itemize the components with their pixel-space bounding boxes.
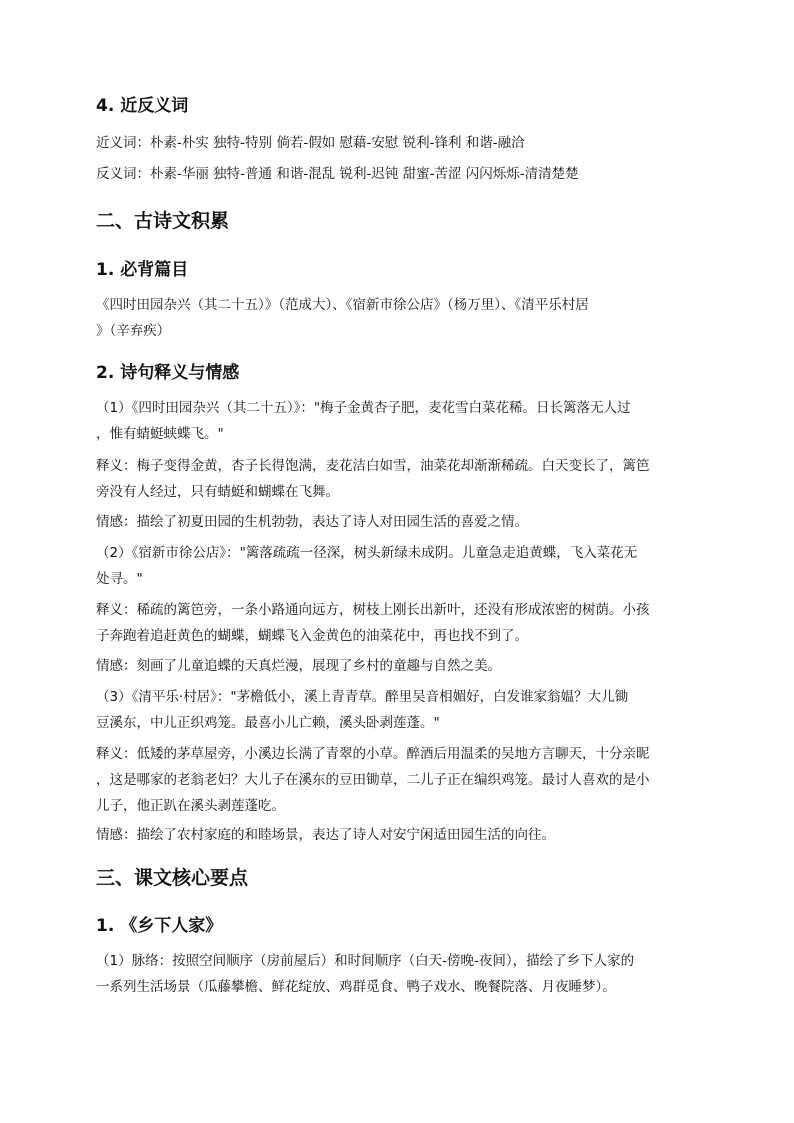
rural-families-structure (96, 948, 696, 1000)
paragraph-line: （1）《四时田园杂兴（其二十五）》："梅子金黄杏子肥，麦花雪白菜花稀。日长篱落无人过 (96, 400, 631, 416)
paragraph-line: ，这是哪家的老翁老妇？大儿子在溪东的豆田锄草，二儿子正在编织鸡笼。最讨人喜欢的是小 (96, 772, 650, 788)
section-heading-core-points: 三、课文核心要点 (96, 867, 249, 889)
required-poems-paragraph (96, 292, 696, 344)
subsection-heading-required-poems: 1. 必背篇目 (96, 260, 189, 280)
paragraph-line: 旁没有人经过，只有蜻蜓和蝴蝶在飞舞。 (96, 484, 339, 500)
subsection-heading-synonyms-antonyms: 4. 近反义词 (96, 96, 189, 116)
paragraph-line: 儿子，他正趴在溪头剥莲蓬吃。 (96, 798, 285, 814)
section-heading-ancient-poetry: 二、古诗文积累 (96, 210, 230, 232)
paragraph-line: 子奔跑着追赶黄色的蝴蝶，蝴蝶飞入金黄色的油菜花中，再也找不到了。 (96, 628, 528, 644)
subsection-heading-rural-families: 1. 《乡下人家》 (96, 916, 223, 936)
poem3-explanation (96, 741, 696, 819)
synonyms-line: 近义词：朴素-朴实 独特-特别 倘若-假如 慰藉-安慰 锐利-锋利 和谐-融洽 (96, 135, 525, 151)
paragraph-line: （1）脉络：按照空间顺序（房前屋后）和时间顺序（白天-傍晚-夜间），描绘了乡下人家的 (96, 953, 635, 969)
poem1-explanation (96, 453, 696, 505)
poem1-emotion: 情感：描绘了初夏田园的生机勃勃，表达了诗人对田园生活的喜爱之情。 (96, 514, 528, 530)
poem1-text (96, 395, 696, 447)
paragraph-line: 豆溪东，中儿正织鸡笼。最喜小儿亡赖，溪头卧剥莲蓬。" (96, 715, 440, 731)
antonyms-line: 反义词：朴素-华丽 独特-普通 和谐-混乱 锐利-迟钝 甜蜜-苦涩 闪闪烁烁-清清楚楚 (96, 166, 579, 182)
subsection-heading-poem-meaning: 2. 诗句释义与情感 (96, 363, 240, 383)
poem2-emotion: 情感：刻画了儿童追蝶的天真烂漫，展现了乡村的童趣与自然之美。 (96, 658, 501, 674)
paragraph-line: 一系列生活场景（瓜藤攀檐、鲜花绽放、鸡群觅食、鸭子戏水、晚餐院落、月夜睡梦）。 (96, 979, 616, 995)
paragraph-line: 释义：梅子变得金黄，杏子长得饱满，麦花洁白如雪，油菜花却渐渐稀疏。白天变长了，篱笆 (96, 458, 650, 474)
poem2-text (96, 540, 696, 592)
paragraph-line: 》（辛弃疾） (96, 323, 171, 339)
poem3-emotion: 情感：描绘了农村家庭的和睦场景，表达了诗人对安宁闲适田园生活的向往。 (96, 827, 555, 843)
paragraph-line: 释义：稀疏的篱笆旁，一条小路通向远方，树枝上刚长出新叶，还没有形成浓密的树荫。小孩 (96, 602, 650, 618)
paragraph-line: （2）《宿新市徐公店》："篱落疏疏一径深，树头新绿未成阴。儿童急走追黄蝶，飞入菜花无 (96, 545, 638, 561)
paragraph-line: 《四时田园杂兴（其二十五）》（范成大）、《宿新市徐公店》（杨万里）、《清平乐村居 (96, 297, 589, 313)
paragraph-line: （3）《清平乐·村居》："茅檐低小，溪上青青草。醉里吴音相媚好，白发谁家翁媪？大儿锄 (96, 689, 629, 705)
paragraph-line: 处寻。" (96, 571, 143, 587)
poem2-explanation (96, 597, 696, 649)
poem3-text (96, 684, 696, 736)
paragraph-line: ，惟有蜻蜓蛱蝶飞。" (96, 426, 224, 442)
paragraph-line: 释义：低矮的茅草屋旁，小溪边长满了青翠的小草。醉酒后用温柔的吴地方言聊天，十分亲昵 (96, 746, 650, 762)
